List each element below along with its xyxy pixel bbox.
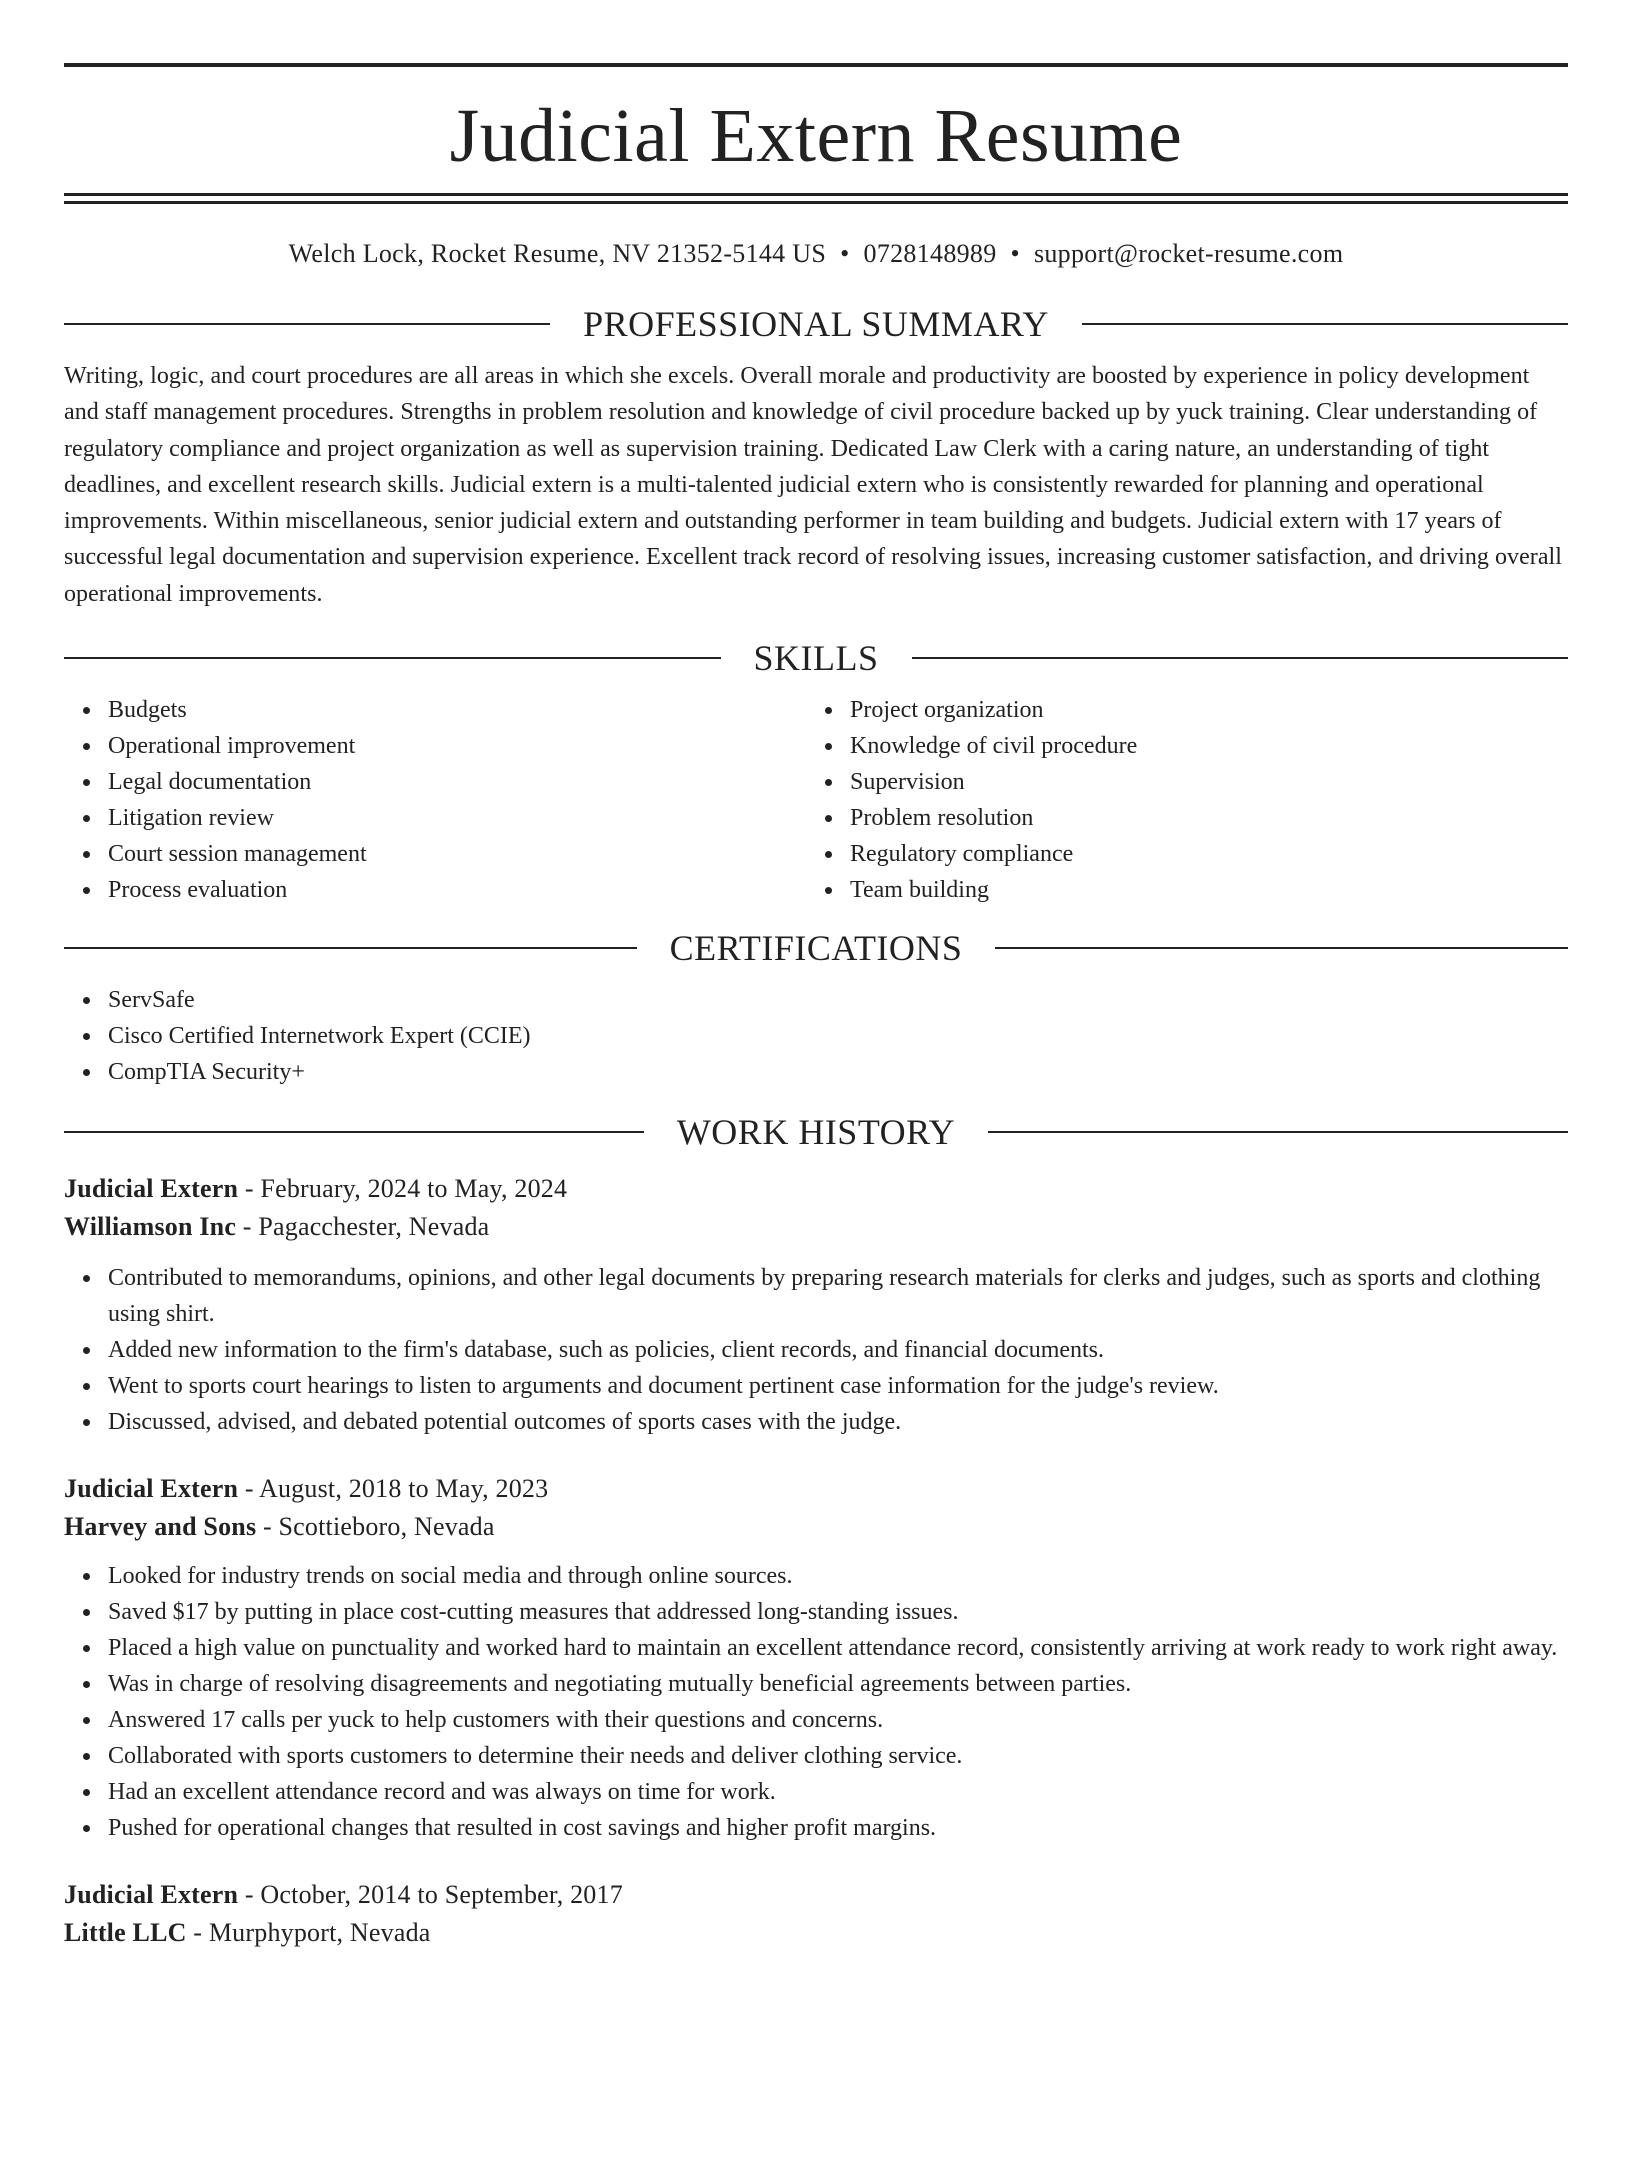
job-bullets xyxy=(64,1558,1568,1846)
job-bullet: Looked for industry trends on social media and through online sources. xyxy=(108,1558,1568,1594)
section-heading-skills xyxy=(64,636,1568,680)
job-entry xyxy=(64,1470,1568,1846)
job-entry xyxy=(64,1876,1568,1952)
section-title: WORK HISTORY xyxy=(676,1112,956,1153)
job-company-line xyxy=(64,1508,1568,1546)
job-company: Little LLC xyxy=(64,1918,187,1948)
job-dates: - October, 2014 to September, 2017 xyxy=(238,1880,623,1910)
heading-rule-right xyxy=(995,947,1568,949)
job-title: Judicial Extern xyxy=(64,1474,239,1504)
job-title: Judicial Extern xyxy=(64,1880,239,1910)
job-location: - Scottieboro, Nevada xyxy=(256,1512,495,1542)
skill-item: Team building xyxy=(850,872,1548,908)
skill-item: Litigation review xyxy=(108,800,806,836)
job-bullet: Was in charge of resolving disagreements and negotiating mutually beneficial agreements between parties. xyxy=(108,1666,1568,1702)
certification-item: CompTIA Security+ xyxy=(108,1054,1568,1090)
contact-phone: 0728148989 xyxy=(863,239,997,268)
job-company-line xyxy=(64,1208,1568,1246)
skill-item: Problem resolution xyxy=(850,800,1548,836)
job-dates: - February, 2024 to May, 2024 xyxy=(238,1174,568,1204)
certification-item: Cisco Certified Internetwork Expert (CCIE) xyxy=(108,1018,1568,1054)
skill-item: Regulatory compliance xyxy=(850,836,1548,872)
resume-page xyxy=(0,63,1632,2175)
skill-item: Supervision xyxy=(850,764,1548,800)
job-bullet: Collaborated with sports customers to determine their needs and deliver clothing service. xyxy=(108,1738,1568,1774)
contact-email: support@rocket-resume.com xyxy=(1033,239,1344,268)
skills-column-right xyxy=(806,692,1548,908)
section-title: PROFESSIONAL SUMMARY xyxy=(583,304,1049,344)
job-entry xyxy=(64,1170,1568,1440)
skill-item: Legal documentation xyxy=(108,764,806,800)
job-bullets xyxy=(64,1260,1568,1440)
job-bullet: Saved $17 by putting in place cost-cutting measures that addressed long-standing issues. xyxy=(108,1594,1568,1630)
job-bullet: Went to sports court hearings to listen to arguments and document pertinent case information for the judge's review. xyxy=(108,1368,1568,1404)
job-bullet: Contributed to memorandums, opinions, and other legal documents by preparing research materials for clerks and judges, such as sports and clothing using shirt. xyxy=(108,1260,1568,1332)
skill-item: Budgets xyxy=(108,692,806,728)
job-company-line xyxy=(64,1914,1568,1952)
skill-item: Project organization xyxy=(850,692,1548,728)
section-title: SKILLS xyxy=(753,638,879,679)
heading-rule-left xyxy=(64,1131,644,1133)
resume-title: Judicial Extern Resume xyxy=(449,94,1183,178)
job-bullet: Had an excellent attendance record and was always on time for work. xyxy=(108,1774,1568,1810)
job-title-line xyxy=(64,1876,1568,1914)
heading-rule-right xyxy=(988,1131,1568,1133)
contact-separator: • xyxy=(1010,239,1020,268)
contact-address: Welch Lock, Rocket Resume, NV 21352-5144 US xyxy=(288,239,827,268)
job-company: Williamson Inc xyxy=(64,1212,237,1242)
job-location: - Pagacchester, Nevada xyxy=(236,1212,490,1242)
skills-grid xyxy=(64,692,1568,908)
job-bullet: Answered 17 calls per yuck to help customers with their questions and concerns. xyxy=(108,1702,1568,1738)
section-heading-work-history xyxy=(64,1110,1568,1154)
job-company: Harvey and Sons xyxy=(64,1512,257,1542)
heading-rule-left xyxy=(64,657,721,659)
job-title-line xyxy=(64,1170,1568,1208)
section-title: CERTIFICATIONS xyxy=(669,928,963,969)
job-dates: - August, 2018 to May, 2023 xyxy=(238,1474,549,1504)
title-double-rule xyxy=(64,193,1568,204)
skills-column-left xyxy=(64,692,806,908)
skills-list-left xyxy=(64,692,806,908)
heading-rule-right xyxy=(1082,323,1568,325)
heading-rule-right xyxy=(912,657,1569,659)
job-location: - Murphyport, Nevada xyxy=(186,1918,431,1948)
skills-list-right xyxy=(806,692,1548,908)
contact-line xyxy=(64,238,1568,270)
skill-item: Operational improvement xyxy=(108,728,806,764)
contact-separator: • xyxy=(840,239,850,268)
certification-item: ServSafe xyxy=(108,982,1568,1018)
certifications-list xyxy=(64,982,1568,1090)
section-heading-certifications xyxy=(64,926,1568,970)
heading-rule-left xyxy=(64,323,550,325)
job-bullet: Pushed for operational changes that resulted in cost savings and higher profit margins. xyxy=(108,1810,1568,1846)
skill-item: Process evaluation xyxy=(108,872,806,908)
job-bullet: Discussed, advised, and debated potential outcomes of sports cases with the judge. xyxy=(108,1404,1568,1440)
skill-item: Knowledge of civil procedure xyxy=(850,728,1548,764)
section-heading-summary xyxy=(64,302,1568,346)
job-title-line xyxy=(64,1470,1568,1508)
skill-item: Court session management xyxy=(108,836,806,872)
job-bullet: Placed a high value on punctuality and worked hard to maintain an excellent attendance record, consistently arriving at work ready to work right away. xyxy=(108,1630,1568,1666)
heading-rule-left xyxy=(64,947,637,949)
summary-paragraph: Writing, logic, and court procedures are all areas in which she excels. Overall morale and productivity are boosted by experience in policy development and staff management procedures. Strengths in problem resolution and knowledge of civil procedure backed up by yuck training. Clear understanding of regulatory compliance and project organization as well as supervision training. Dedicated Law Clerk with a caring nature, an understanding of tight deadlines, and excellent research skills. Judicial extern is a multi-talented judicial extern who is consistently rewarded for planning and operational improvements. Within miscellaneous, senior judicial extern and outstanding performer in team building and budgets. Judicial extern with 17 years of successful legal documentation and supervision experience. Excellent track record of resolving issues, increasing customer satisfaction, and driving overall operational improvements. xyxy=(64,363,1562,607)
job-title: Judicial Extern xyxy=(64,1174,239,1204)
job-bullet: Added new information to the firm's database, such as policies, client records, and financial documents. xyxy=(108,1332,1568,1368)
